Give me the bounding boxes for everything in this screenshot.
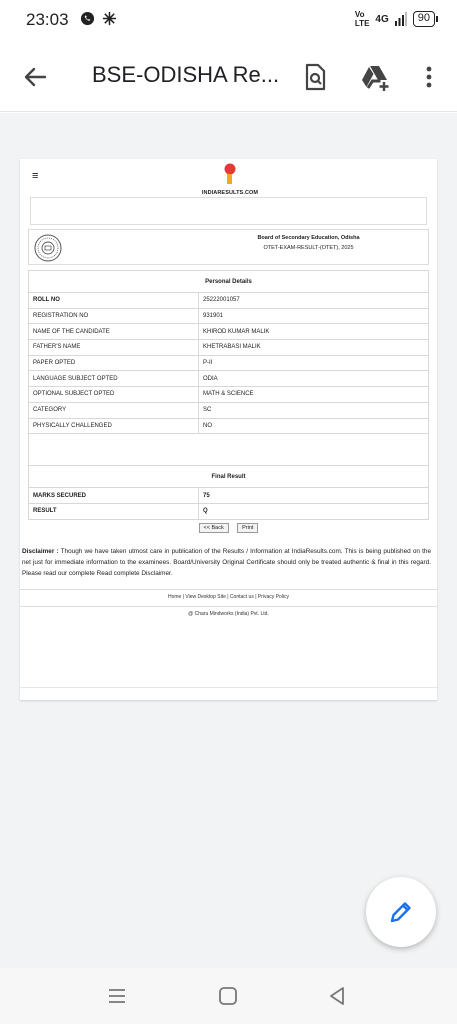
search-document-icon[interactable]	[300, 62, 330, 92]
status-time: 23:03	[26, 10, 69, 29]
row-label: NAME OF THE CANDIDATE	[29, 324, 199, 340]
copyright: @ Charu Mindworks (India) Pvt. Ltd.	[20, 606, 437, 617]
table-row	[29, 418, 429, 434]
disclaimer-text: Though we have taken utmost care in publication of the Results / Information at IndiaResults.com. This is being published on the net just for immediate information to the examinees. Board/University Original Certificate should only be treated authentic & final in this regard. Please read our complete Read complete Disclaimer.	[22, 548, 432, 578]
table-row	[29, 402, 429, 418]
logo-mark-icon	[223, 163, 237, 185]
disclaimer-label: Disclaimer :	[22, 548, 59, 555]
document-title: BSE-ODISHA Re...	[92, 62, 280, 87]
print-button[interactable]: Print	[237, 523, 258, 533]
row-value: NO	[199, 418, 429, 434]
drive-add-icon[interactable]	[360, 62, 390, 92]
row-value: P-II	[199, 355, 429, 371]
status-indicators	[355, 10, 435, 28]
battery-indicator: 90	[413, 11, 435, 27]
table-row	[29, 293, 429, 309]
table-row	[29, 308, 429, 324]
row-value: 75	[199, 488, 429, 504]
row-label: LANGUAGE SUBJECT OPTED	[29, 371, 199, 387]
row-value: 931901	[199, 308, 429, 324]
row-value: KHETRABASI MALIK	[199, 340, 429, 356]
whatsapp-icon	[80, 11, 95, 26]
signal-icon	[395, 12, 407, 26]
footer-links[interactable]: Home | View Desktop Site | Contact us | Privacy Policy	[20, 589, 437, 600]
row-value: Q	[199, 503, 429, 519]
row-label: REGISTRATION NO	[29, 308, 199, 324]
page-divider	[20, 687, 437, 688]
row-value: 25222001057	[199, 293, 429, 309]
row-label: FATHER'S NAME	[29, 340, 199, 356]
indiaresults-logo	[200, 163, 260, 196]
table-row	[29, 488, 429, 504]
row-value: MATH & SCIENCE	[199, 387, 429, 403]
status-bar	[0, 0, 457, 40]
disclaimer	[22, 546, 431, 580]
table-row	[29, 387, 429, 403]
row-value: KHIROD KUMAR MALIK	[199, 324, 429, 340]
row-label: CATEGORY	[29, 402, 199, 418]
sparkle-icon	[102, 11, 117, 26]
board-header	[28, 229, 429, 265]
exam-name: OTET-EXAM-RESULT-(OTET), 2025	[263, 245, 354, 251]
menu-icon: ≡	[32, 170, 39, 182]
recents-icon[interactable]	[106, 985, 128, 1007]
edit-fab-button[interactable]	[366, 877, 436, 947]
table-row	[29, 324, 429, 340]
logo-text: INDIARESULTS.COM	[201, 190, 259, 196]
result-table	[28, 270, 429, 520]
app-bar	[0, 40, 457, 112]
table-row	[29, 340, 429, 356]
final-result-heading: Final Result	[29, 466, 429, 488]
table-row	[29, 355, 429, 371]
board-name: Board of Secondary Education, Odisha	[257, 235, 360, 241]
action-buttons	[20, 516, 437, 534]
row-label: PHYSICALLY CHALLENGED	[29, 418, 199, 434]
pdf-page[interactable]	[20, 159, 437, 700]
pencil-icon	[388, 899, 414, 925]
personal-details-heading: Personal Details	[29, 271, 429, 293]
row-label: PAPER OPTED	[29, 355, 199, 371]
more-vert-icon[interactable]	[414, 62, 444, 92]
row-label: OPTIONAL SUBJECT OPTED	[29, 387, 199, 403]
row-value: ODIA	[199, 371, 429, 387]
home-icon[interactable]	[217, 985, 239, 1007]
table-row	[29, 371, 429, 387]
back-arrow-icon[interactable]	[20, 62, 50, 92]
signal-strength: 4G	[375, 13, 389, 25]
ad-placeholder	[30, 197, 427, 225]
row-value: SC	[199, 402, 429, 418]
row-label: MARKS SECURED	[29, 488, 199, 504]
back-button[interactable]: << Back	[199, 523, 229, 533]
row-label: ROLL NO	[29, 293, 199, 309]
system-nav-bar	[0, 968, 457, 1024]
table-spacer	[29, 434, 429, 466]
back-nav-icon[interactable]	[326, 985, 348, 1007]
volte-icon: Vo LTE	[354, 10, 370, 28]
row-label: RESULT	[29, 503, 199, 519]
